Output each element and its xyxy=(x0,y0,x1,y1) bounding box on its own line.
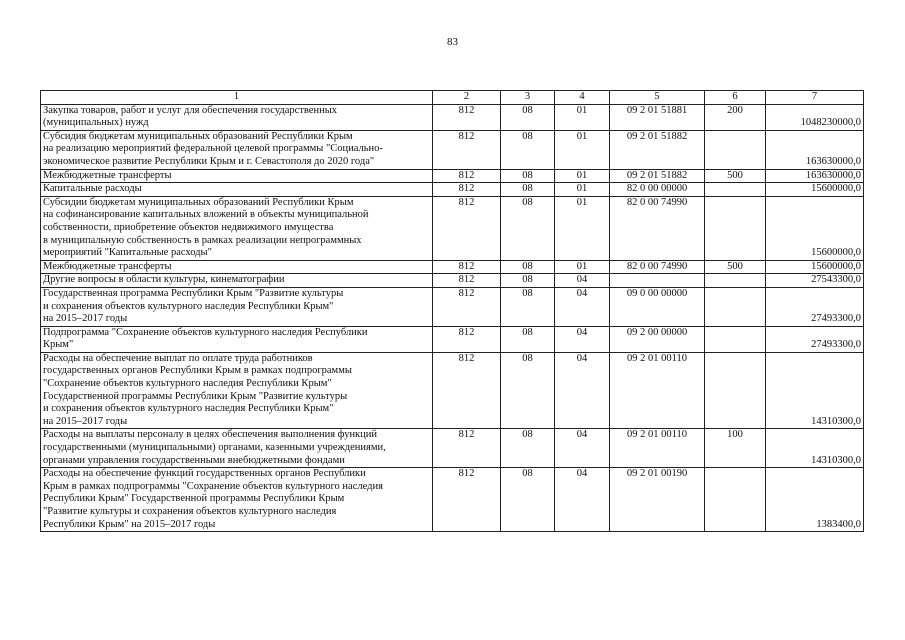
section-code-cell: 08 xyxy=(501,169,555,183)
table-row xyxy=(41,104,864,130)
amount-cell: 163630000,0 xyxy=(766,169,864,183)
expense-name-cell: Капитальные расходы xyxy=(41,183,433,197)
expense-type-cell xyxy=(705,352,766,429)
target-article-cell: 82 0 00 74990 xyxy=(610,260,705,274)
budget-table xyxy=(40,90,864,532)
section-code-cell: 08 xyxy=(501,352,555,429)
expense-type-cell xyxy=(705,326,766,352)
table-row xyxy=(41,130,864,169)
expense-name-cell: Государственная программа Республики Крым "Развитие культуры и сохранения объектов культурного наследия Республики Крым" на 2015–2017 годы xyxy=(41,287,433,326)
table-row xyxy=(41,260,864,274)
target-article-cell: 09 2 01 51882 xyxy=(610,130,705,169)
section-code-cell: 08 xyxy=(501,326,555,352)
column-number-5: 5 xyxy=(610,91,705,105)
target-article-cell: 09 2 00 00000 xyxy=(610,326,705,352)
subsection-code-cell: 01 xyxy=(555,183,610,197)
table-row xyxy=(41,196,864,260)
table-row xyxy=(41,169,864,183)
expense-type-cell xyxy=(705,183,766,197)
page-number: 83 xyxy=(447,36,458,48)
subsection-code-cell: 04 xyxy=(555,468,610,532)
amount-cell: 163630000,0 xyxy=(766,130,864,169)
subsection-code-cell: 04 xyxy=(555,429,610,468)
ministry-code-cell: 812 xyxy=(433,429,501,468)
ministry-code-cell: 812 xyxy=(433,326,501,352)
amount-cell: 1383400,0 xyxy=(766,468,864,532)
expense-name-cell: Субсидия бюджетам муниципальных образований Республики Крым на реализацию мероприятий федеральной целевой программы "Социально- экономическое развитие Республики Крым и г. Севастополя до 2020 года" xyxy=(41,130,433,169)
subsection-code-cell: 01 xyxy=(555,260,610,274)
ministry-code-cell: 812 xyxy=(433,352,501,429)
ministry-code-cell: 812 xyxy=(433,183,501,197)
section-code-cell: 08 xyxy=(501,274,555,288)
expense-type-cell xyxy=(705,287,766,326)
column-number-2: 2 xyxy=(433,91,501,105)
ministry-code-cell: 812 xyxy=(433,260,501,274)
subsection-code-cell: 04 xyxy=(555,352,610,429)
amount-cell: 15600000,0 xyxy=(766,183,864,197)
subsection-code-cell: 01 xyxy=(555,104,610,130)
ministry-code-cell: 812 xyxy=(433,468,501,532)
amount-cell: 27493300,0 xyxy=(766,287,864,326)
subsection-code-cell: 01 xyxy=(555,196,610,260)
expense-type-cell: 500 xyxy=(705,169,766,183)
expense-name-cell: Расходы на выплаты персоналу в целях обеспечения выполнения функций государственными (муниципальными) органами, казенными учреждениями, органами управления государственными внебюджетными фондами xyxy=(41,429,433,468)
amount-cell: 15600000,0 xyxy=(766,196,864,260)
expense-type-cell xyxy=(705,274,766,288)
expense-type-cell xyxy=(705,196,766,260)
section-code-cell: 08 xyxy=(501,104,555,130)
expense-name-cell: Расходы на обеспечение функций государственных органов Республики Крым в рамках подпрограммы "Сохранение объектов культурного наследия Республики Крым" Государственной программы Республики Крым "Развитие культуры и сохранения объектов культурного наследия Республики Крым" на 2015–2017 годы xyxy=(41,468,433,532)
subsection-code-cell: 04 xyxy=(555,274,610,288)
ministry-code-cell: 812 xyxy=(433,130,501,169)
ministry-code-cell: 812 xyxy=(433,287,501,326)
target-article-cell xyxy=(610,274,705,288)
table-row xyxy=(41,287,864,326)
table-row xyxy=(41,183,864,197)
expense-name-cell: Расходы на обеспечение выплат по оплате труда работников государственных органов Республики Крым в рамках подпрограммы "Сохранение объектов культурного наследия Республики Крым" Государственной программы Республики Крым "Развитие культуры и сохранения объектов культурного наследия Республики Крым" на 2015–2017 годы xyxy=(41,352,433,429)
ministry-code-cell: 812 xyxy=(433,104,501,130)
expense-name-cell: Межбюджетные трансферты xyxy=(41,169,433,183)
target-article-cell: 09 2 01 00190 xyxy=(610,468,705,532)
amount-cell: 1048230000,0 xyxy=(766,104,864,130)
table-row xyxy=(41,274,864,288)
table-body xyxy=(41,104,864,532)
expense-name-cell: Другие вопросы в области культуры, кинематографии xyxy=(41,274,433,288)
ministry-code-cell: 812 xyxy=(433,169,501,183)
column-number-1: 1 xyxy=(41,91,433,105)
column-number-row xyxy=(41,91,864,105)
ministry-code-cell: 812 xyxy=(433,196,501,260)
subsection-code-cell: 01 xyxy=(555,130,610,169)
table-row xyxy=(41,429,864,468)
expense-type-cell xyxy=(705,468,766,532)
expense-type-cell: 100 xyxy=(705,429,766,468)
column-number-6: 6 xyxy=(705,91,766,105)
column-number-7: 7 xyxy=(766,91,864,105)
amount-cell: 15600000,0 xyxy=(766,260,864,274)
section-code-cell: 08 xyxy=(501,196,555,260)
table-row xyxy=(41,352,864,429)
target-article-cell: 09 2 01 51882 xyxy=(610,169,705,183)
table-row xyxy=(41,468,864,532)
amount-cell: 27543300,0 xyxy=(766,274,864,288)
target-article-cell: 09 2 01 51881 xyxy=(610,104,705,130)
section-code-cell: 08 xyxy=(501,183,555,197)
expense-name-cell: Закупка товаров, работ и услуг для обеспечения государственных (муниципальных) нужд xyxy=(41,104,433,130)
expense-type-cell: 200 xyxy=(705,104,766,130)
target-article-cell: 09 0 00 00000 xyxy=(610,287,705,326)
expense-type-cell: 500 xyxy=(705,260,766,274)
subsection-code-cell: 04 xyxy=(555,287,610,326)
table-row xyxy=(41,326,864,352)
target-article-cell: 09 2 01 00110 xyxy=(610,429,705,468)
target-article-cell: 09 2 01 00110 xyxy=(610,352,705,429)
section-code-cell: 08 xyxy=(501,429,555,468)
column-number-3: 3 xyxy=(501,91,555,105)
section-code-cell: 08 xyxy=(501,260,555,274)
expense-name-cell: Субсидии бюджетам муниципальных образований Республики Крым на софинансирование капитальных вложений в объекты муниципальной собственности, приобретение объектов недвижимого имущества в муниципальную собственность в рамках реализации непрограммных мероприятий "Капитальные расходы" xyxy=(41,196,433,260)
expense-name-cell: Межбюджетные трансферты xyxy=(41,260,433,274)
subsection-code-cell: 04 xyxy=(555,326,610,352)
amount-cell: 27493300,0 xyxy=(766,326,864,352)
section-code-cell: 08 xyxy=(501,287,555,326)
target-article-cell: 82 0 00 74990 xyxy=(610,196,705,260)
expense-name-cell: Подпрограмма "Сохранение объектов культурного наследия Республики Крым" xyxy=(41,326,433,352)
section-code-cell: 08 xyxy=(501,468,555,532)
ministry-code-cell: 812 xyxy=(433,274,501,288)
section-code-cell: 08 xyxy=(501,130,555,169)
target-article-cell: 82 0 00 00000 xyxy=(610,183,705,197)
amount-cell: 14310300,0 xyxy=(766,352,864,429)
subsection-code-cell: 01 xyxy=(555,169,610,183)
column-number-4: 4 xyxy=(555,91,610,105)
expense-type-cell xyxy=(705,130,766,169)
amount-cell: 14310300,0 xyxy=(766,429,864,468)
